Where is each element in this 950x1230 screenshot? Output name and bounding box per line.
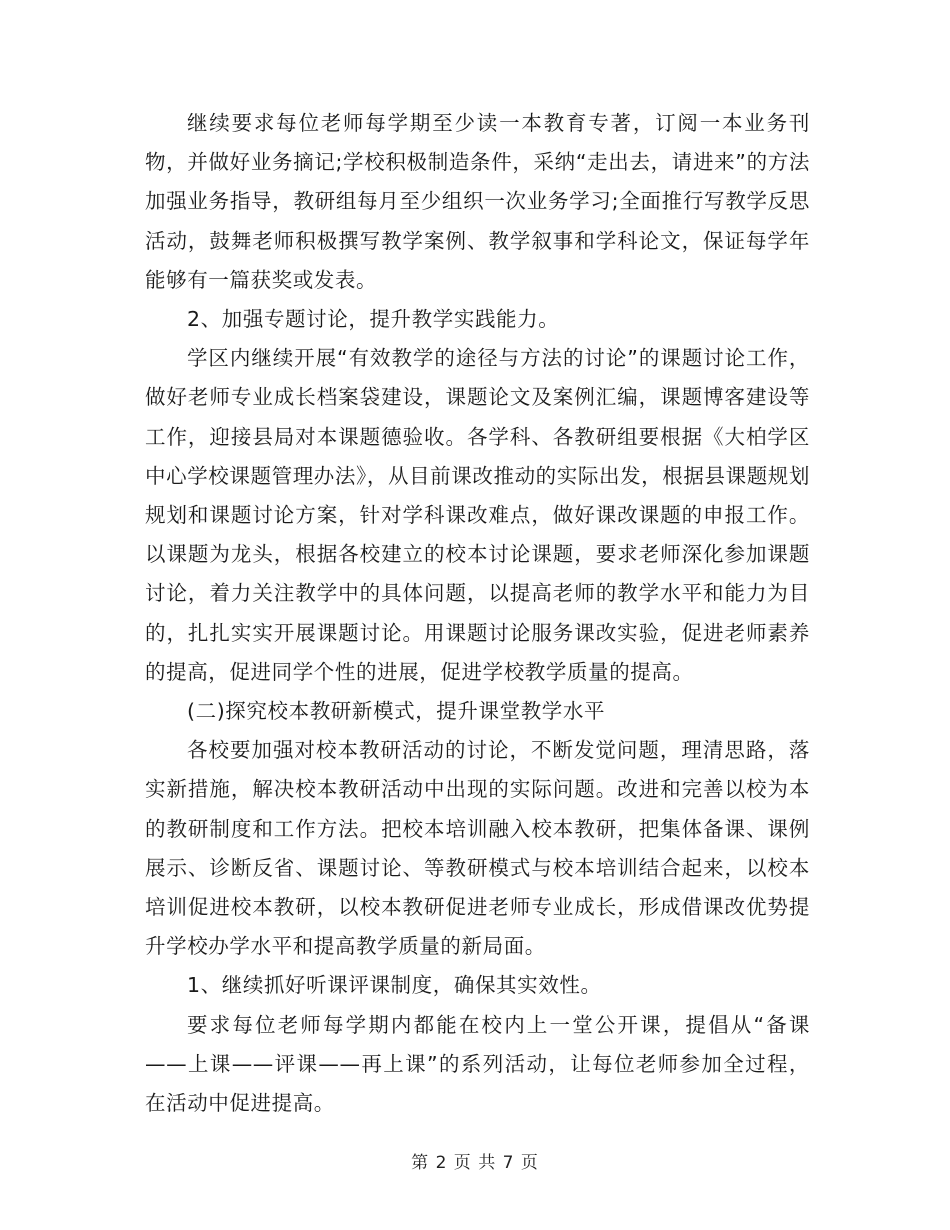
heading-school-based-research: (二)探究校本教研新模式，提升课堂教学水平	[187, 699, 606, 724]
heading-lesson-evaluation: 1、继续抓好听课评课制度，确保其实效性。	[187, 973, 602, 998]
heading-topic-discussion: 2、加强专题讨论，提升教学实践能力。	[187, 307, 560, 332]
document-body	[145, 104, 810, 1123]
page-number-footer: 第 2 页 共 7 页	[411, 1153, 539, 1173]
paragraph-reading-requirements: 继续要求每位老师每学期至少读一本教育专著，订阅一本业务刊物，并做好业务摘记;学校积极制造条件，采纳“走出去，请进来”的方法加强业务指导，教研组每月至少组织一次业务学习;全面推行写教学反思活动，鼓舞老师积极撰写教学案例、教学叙事和学科论文，保证每学年能够有一篇获奖或发表。	[145, 111, 810, 292]
paragraph-open-class: 要求每位老师每学期内都能在校内上一堂公开课，提倡从“备课——上课——评课——再上课”的系列活动，让每位老师参加全过程，在活动中促进提高。	[145, 1012, 810, 1116]
paragraph-topic-research: 学区内继续开展“有效教学的途径与方法的讨论”的课题讨论工作，做好老师专业成长档案袋建设，课题论文及案例汇编，课题博客建设等工作，迎接县局对本课题德验收。各学科、各教研组要根据《大柏学区中心学校课题管理办法》，从目前课改推动的实际出发，根据县课题规划规划和课题讨论方案，针对学科课改难点，做好课改课题的申报工作。以课题为龙头，根据各校建立的校本讨论课题，要求老师深化参加课题讨论，着力关注教学中的具体问题，以提高老师的教学水平和能力为目的，扎扎实实开展课题讨论。用课题讨论服务课改实验，促进老师素养的提高，促进同学个性的进展，促进学校教学质量的提高。	[145, 346, 810, 684]
paragraph-school-based-research: 各校要加强对校本教研活动的讨论，不断发觉问题，理清思路，落实新措施，解决校本教研活动中出现的实际问题。改进和完善以校为本的教研制度和工作方法。把校本培训融入校本教研，把集体备课、课例展示、诊断反省、课题讨论、等教研模式与校本培训结合起来，以校本培训促进校本教研，以校本教研促进老师专业成长，形成借课改优势提升学校办学水平和提高教学质量的新局面。	[145, 738, 810, 959]
